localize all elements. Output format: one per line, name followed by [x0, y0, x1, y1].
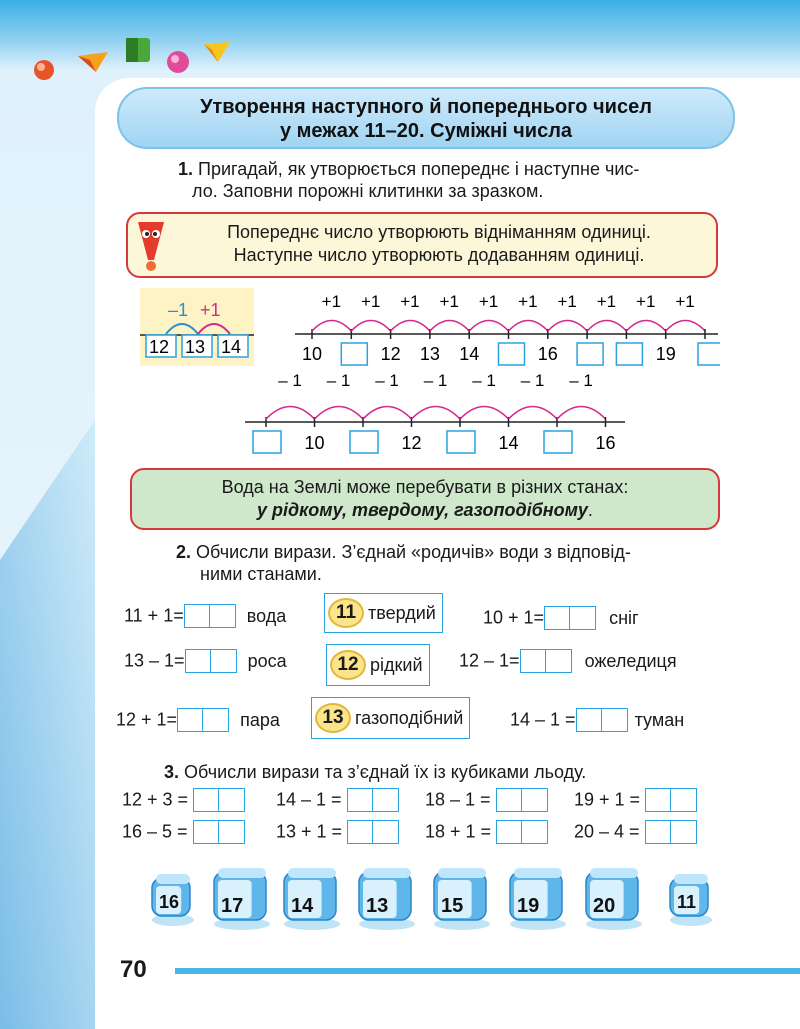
- water-info-box: [130, 468, 720, 530]
- expression-item: [276, 788, 399, 812]
- title-line-2: у межах 11–20. Суміжні числа: [279, 120, 573, 142]
- expression: 14 – 1 =: [510, 709, 576, 730]
- decor-shapes-icon: [30, 34, 230, 84]
- step-label: +1: [557, 292, 577, 311]
- task-text: Обчисли вирази та з’єднай їх із кубиками льоду.: [184, 762, 587, 782]
- ice-cube[interactable]: [282, 866, 342, 932]
- line-number: 12: [380, 344, 401, 364]
- minus-arc: [363, 407, 412, 420]
- task-text: Пригадай, як утворюється попереднє і наступне чис-: [198, 159, 640, 179]
- step-label: +1: [478, 292, 499, 311]
- step-label: +1: [636, 292, 656, 311]
- answer-box[interactable]: [193, 820, 245, 844]
- task-1: [178, 158, 639, 202]
- rule-line-2: Наступне число утворюють додаванням одиниці.: [233, 245, 645, 265]
- sample-n3: 14: [221, 337, 242, 357]
- answer-box[interactable]: [496, 820, 548, 844]
- state-label: твердий: [368, 602, 436, 623]
- ice-cube[interactable]: [357, 866, 417, 932]
- state-gas[interactable]: [311, 697, 470, 739]
- pencil-mascot-icon: [134, 220, 168, 272]
- answer-box[interactable]: [496, 788, 548, 812]
- empty-cell[interactable]: [544, 431, 572, 453]
- minus-arc: [315, 407, 364, 420]
- expression: 18 + 1 =: [425, 821, 492, 842]
- task-3: [164, 761, 586, 783]
- step-label: +1: [321, 292, 342, 311]
- title-line-1: Утворення наступного й попереднього чисел: [200, 96, 652, 118]
- step-label: – 1: [278, 371, 302, 390]
- number-line-minus: [240, 370, 630, 456]
- relative-row: [124, 649, 287, 673]
- step-label: – 1: [375, 371, 399, 390]
- plus-arc: [469, 321, 508, 332]
- ice-cube[interactable]: [432, 866, 492, 932]
- step-label: +1: [596, 292, 617, 311]
- relative-word[interactable]: сніг: [609, 607, 639, 628]
- cube-number: 20: [593, 895, 616, 917]
- plus-arc: [351, 321, 390, 332]
- relative-word[interactable]: пара: [240, 709, 280, 730]
- expression: 19 + 1 =: [574, 789, 641, 810]
- expression: 16 – 5 =: [122, 821, 188, 842]
- water-dot: .: [587, 500, 593, 520]
- expression-item: [574, 820, 697, 844]
- answer-box[interactable]: [544, 606, 596, 630]
- number-line-plus: [290, 290, 720, 370]
- empty-cell[interactable]: [577, 343, 603, 365]
- water-line-1: Вода на Землі може перебувати в різних станах:: [221, 477, 629, 497]
- answer-box[interactable]: [193, 788, 245, 812]
- step-label: – 1: [520, 371, 545, 390]
- empty-cell[interactable]: [698, 343, 720, 365]
- state-liquid[interactable]: [326, 644, 430, 686]
- expression: 13 + 1 =: [276, 821, 343, 842]
- state-label: рідкий: [370, 654, 423, 675]
- step-label: +1: [439, 292, 459, 311]
- line-number: 16: [537, 344, 558, 364]
- step-label: +1: [400, 292, 420, 311]
- page-number: 70: [120, 956, 147, 983]
- expression: 20 – 4 =: [574, 821, 640, 842]
- state-number: 12: [330, 650, 366, 680]
- sample-minus: –1: [168, 300, 189, 320]
- task-number: 2.: [176, 542, 192, 562]
- answer-box[interactable]: [645, 788, 697, 812]
- minus-arc: [266, 407, 315, 420]
- task-number: 1.: [178, 159, 194, 179]
- expression-item: [425, 820, 548, 844]
- relative-row: [116, 708, 280, 732]
- empty-cell[interactable]: [499, 343, 525, 365]
- sample-plus: +1: [200, 300, 221, 320]
- answer-box[interactable]: [645, 820, 697, 844]
- rule-line-1: Попереднє число утворюють відніманням одиниці.: [227, 222, 651, 242]
- expression: 12 + 3 =: [122, 789, 189, 810]
- state-solid[interactable]: [324, 593, 443, 633]
- cube-number: 11: [677, 892, 697, 912]
- ice-cube[interactable]: [584, 866, 644, 932]
- expression: 14 – 1 =: [276, 789, 342, 810]
- answer-box[interactable]: [347, 788, 399, 812]
- cube-number: 17: [221, 895, 244, 917]
- sample-n1: 12: [149, 337, 170, 357]
- cube-number: 14: [291, 895, 314, 917]
- step-label: +1: [675, 292, 695, 311]
- state-number: 11: [328, 598, 364, 628]
- state-label: газоподібний: [355, 707, 464, 728]
- relative-row: [124, 604, 286, 628]
- answer-box[interactable]: [347, 820, 399, 844]
- plus-arc: [509, 321, 548, 332]
- minus-arc: [412, 407, 461, 420]
- lesson-title: [117, 87, 735, 149]
- expression: 13 – 1=: [124, 650, 185, 671]
- expression: 11 + 1=: [124, 605, 184, 626]
- minus-arc: [509, 407, 558, 420]
- answer-box[interactable]: [184, 604, 236, 628]
- line-number: 19: [655, 344, 676, 364]
- expression: 12 + 1=: [116, 709, 178, 730]
- minus-arc: [460, 407, 509, 420]
- ice-cube[interactable]: [668, 872, 714, 928]
- relative-row: [483, 606, 639, 630]
- answer-box[interactable]: [520, 649, 572, 673]
- ice-cube[interactable]: [212, 866, 272, 932]
- cube-number: 19: [517, 895, 540, 917]
- ice-cube[interactable]: [508, 866, 568, 932]
- relative-row: [510, 708, 684, 732]
- empty-cell[interactable]: [616, 343, 642, 365]
- ice-cube[interactable]: [150, 872, 196, 928]
- expression-item: [574, 788, 697, 812]
- answer-box[interactable]: [576, 708, 628, 732]
- cube-number: 13: [366, 895, 389, 917]
- plus-arc: [312, 321, 351, 332]
- line-number: 16: [595, 433, 616, 453]
- task-text: ло. Заповни порожні клитинки за зразком.: [192, 181, 544, 201]
- task-number: 3.: [164, 762, 180, 782]
- footer-line: [175, 968, 800, 974]
- step-label: +1: [518, 292, 538, 311]
- task-2: [176, 541, 631, 585]
- expression: 18 – 1 =: [425, 789, 491, 810]
- line-number: 10: [304, 433, 325, 453]
- empty-cell[interactable]: [341, 343, 367, 365]
- expression-item: [276, 820, 399, 844]
- expression-item: [425, 788, 548, 812]
- sample-number-line: [140, 288, 254, 366]
- line-number: 14: [498, 433, 519, 453]
- task-text: ними станами.: [200, 564, 322, 584]
- step-label: +1: [360, 292, 381, 311]
- empty-cell[interactable]: [447, 431, 475, 453]
- relative-row: [459, 649, 677, 673]
- expression-item: [122, 788, 245, 812]
- relative-word[interactable]: вода: [246, 605, 287, 626]
- step-label: – 1: [472, 371, 496, 390]
- empty-cell[interactable]: [350, 431, 378, 453]
- rule-box: [126, 212, 718, 278]
- expression: 12 – 1=: [459, 650, 520, 671]
- line-number: 10: [302, 344, 323, 364]
- answer-box[interactable]: [185, 649, 237, 673]
- expression: 10 + 1=: [483, 607, 545, 628]
- sample-n2: 13: [185, 337, 206, 357]
- cube-number: 16: [159, 892, 180, 912]
- relative-word[interactable]: ожеледиця: [584, 650, 677, 671]
- step-label: – 1: [326, 371, 351, 390]
- answer-box[interactable]: [177, 708, 229, 732]
- plus-arc: [587, 321, 626, 332]
- empty-cell[interactable]: [253, 431, 281, 453]
- plus-arc: [626, 321, 665, 332]
- water-states: у рідкому, твердому, газоподібному: [257, 500, 588, 520]
- line-number: 14: [459, 344, 480, 364]
- cube-number: 15: [441, 895, 464, 917]
- state-number: 13: [315, 703, 351, 733]
- line-number: 12: [401, 433, 422, 453]
- plus-arc: [666, 321, 705, 332]
- relative-word[interactable]: роса: [247, 650, 287, 671]
- plus-arc: [548, 321, 587, 332]
- expression-item: [122, 820, 245, 844]
- step-label: – 1: [423, 371, 448, 390]
- step-label: – 1: [569, 371, 593, 390]
- task-text: Обчисли вирази. З’єднай «родичів» води з відповід-: [196, 542, 631, 562]
- line-number: 13: [419, 344, 440, 364]
- plus-arc: [430, 321, 469, 332]
- relative-word[interactable]: туман: [634, 709, 685, 730]
- plus-arc: [391, 321, 430, 332]
- minus-arc: [557, 407, 606, 420]
